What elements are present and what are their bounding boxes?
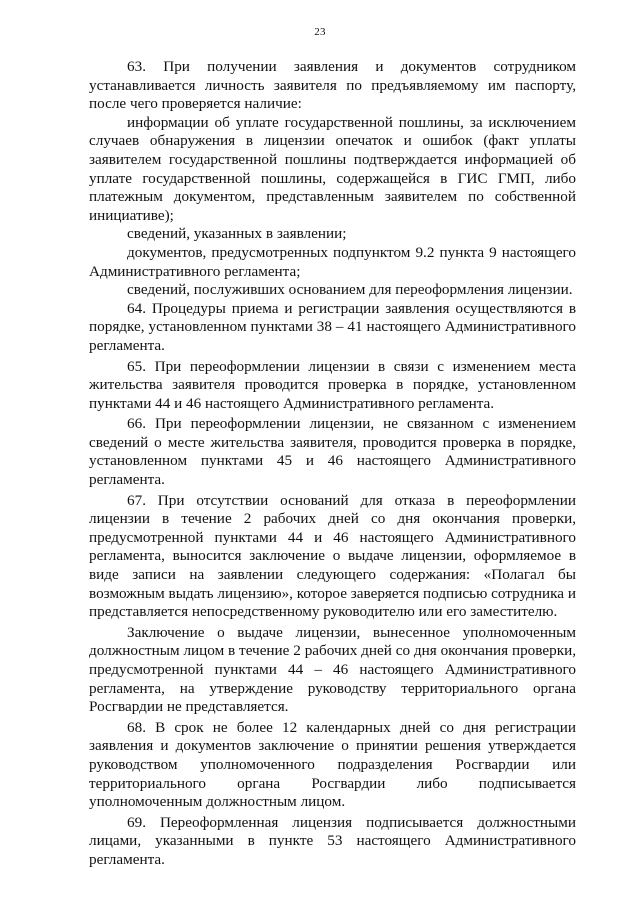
paragraph-64: 64. Процедуры приема и регистрации заявления осуществляются в порядке, установленном пунктами 38 – 41 настоящего Административного регламента. [89,299,576,354]
paragraph-conclusion: Заключение о выдаче лицензии, вынесенное уполномоченным должностным лицом в течение 2 рабочих дней со дня окончания проверки, предусмотренной пунктами 44 – 46 настоящего Административного регламента, на утверждение руководству территориального органа Росгвардии не представляется. [89,623,576,716]
paragraph-65: 65. При переоформлении лицензии в связи с изменением места жительства заявителя проводится проверка в порядке, установленном пунктами 44 и 46 настоящего Административного регламента. [89,357,576,412]
paragraph-69: 69. Переоформленная лицензия подписывается должностными лицами, указанными в пункте 53 настоящего Административного регламента. [89,813,576,868]
document-body [89,58,576,870]
paragraph-application-info: сведений, указанных в заявлении; [127,225,347,243]
paragraph-67: 67. При отсутствии оснований для отказа в переоформлении лицензии в течение 2 рабочих дней со дня окончания проверки, предусмотренной пунктами 44 и 46 настоящего Административного регламента, выносится заключение о выдаче лицензии, оформляемое в виде записи на заявлении следующего содержания: «Полагал бы возможным выдать лицензию», которое заверяется подписью сотрудника и представляется непосредственному руководителю или его заместителю. [89,491,576,621]
paragraph-66: 66. При переоформлении лицензии, не связанном с изменением сведений о месте жительства заявителя, проводится проверка в порядке, установленном пунктами 45 и 46 настоящего Административного регламента. [89,415,576,489]
paragraph-63: 63. При получении заявления и документов сотрудником устанавливается личность заявителя по предъявляемому им паспорту, после чего проверяется наличие: [89,58,576,113]
paragraph-documents: документов, предусмотренных подпунктом 9.2 пункта 9 настоящего Административного регламента; [89,243,576,280]
page-number: 23 [314,26,326,38]
paragraph-grounds: сведений, послуживших основанием для переоформления лицензии. [127,281,573,299]
paragraph-68: 68. В срок не более 12 календарных дней со дня регистрации заявления и документов заключение о принятии решения утверждается руководством уполномоченного подразделения Росгвардии или территориального органа Росгвардии либо подписывается уполномоченным должностным лицом. [89,718,576,811]
paragraph-state-duty-info: информации об уплате государственной пошлины, за исключением случаев обнаружения в лицензии опечаток и ошибок (факт уплаты заявителем государственной пошлины подтверждается информацией об уплате государственной пошлины, содержащейся в ГИС ГМП, либо платежным документом, представленным заявителем по собственной инициативе); [89,113,576,224]
